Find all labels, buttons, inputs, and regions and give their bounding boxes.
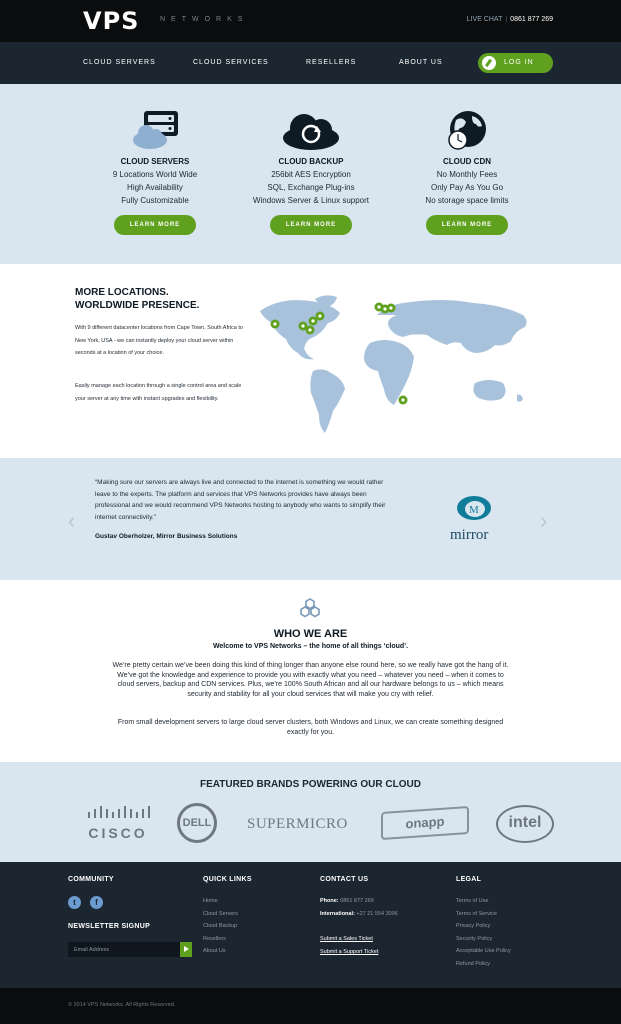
- cisco-bars-icon: [85, 806, 151, 820]
- service-feature: High Availability: [127, 183, 183, 192]
- service-feature: 256bit AES Encryption: [271, 170, 351, 179]
- locations-title-line2: WORLDWIDE PRESENCE.: [75, 300, 200, 311]
- sales-ticket-link[interactable]: Submit a Sales Ticket: [320, 936, 373, 942]
- footer-link-about-us[interactable]: About Us: [203, 948, 226, 954]
- footer-international: [320, 911, 398, 917]
- locations-paragraph: With 9 different datacenter locations from Cape Town, South Africa to New York, USA - we can instantly deploy your cloud server within seconds at a location of your choice.: [75, 325, 243, 356]
- locations-section: [0, 264, 621, 458]
- mirror-logo-mark-icon: [452, 495, 512, 523]
- footer-link-terms-of-service[interactable]: Terms of Service: [456, 910, 497, 917]
- facebook-icon[interactable]: f: [90, 896, 103, 909]
- newsletter-email-input[interactable]: [68, 942, 180, 957]
- footer-legal-title: LEGAL: [456, 876, 482, 883]
- footer-phone-value[interactable]: 0861 877 269: [340, 898, 374, 904]
- who-paragraph: We’re pretty certain we’ve been doing this kind of thing longer than anyone else round here, so we really have got the hang of it. We’ve got the knowledge and experience to provide you with exactly what you need – whatever you need – when it comes to cloud servers, backup and CDN services. Plus, we’re 100% South African and all our hardware belongs to us – which means security and stability for all your cloud services that will make you cry with relief.: [112, 662, 509, 698]
- cisco-text: CISCO: [88, 825, 148, 841]
- footer-intl-label: International:: [320, 910, 355, 917]
- logo-sub: NETWORKS: [160, 16, 249, 23]
- testimonial-author: Gustav Oberholzer, Mirror Business Solutions: [95, 533, 238, 540]
- footer-intl-value[interactable]: +27 21 554 3096: [356, 910, 398, 917]
- top-bar: [0, 0, 621, 42]
- footer-newsletter-title: NEWSLETTER SIGNUP: [68, 923, 151, 930]
- newsletter-submit-button[interactable]: [180, 942, 192, 957]
- who-title: WHO WE ARE: [273, 628, 348, 640]
- footer-link-acceptable-use-policy[interactable]: Acceptable Use Policy: [456, 948, 511, 954]
- cloud-refresh-icon: [226, 110, 396, 150]
- nav-cloud-servers[interactable]: CLOUD SERVERS: [83, 59, 156, 66]
- footer-link-security-policy[interactable]: Security Policy: [456, 935, 493, 942]
- locations-paragraph: Easily manage each location through a single control area and scale your server at any time with instant upgrades and flexibility.: [75, 383, 242, 402]
- who-subtitle: Welcome to VPS Networks – the home of all things ‘cloud’.: [212, 643, 409, 650]
- footer-phone-label: Phone:: [320, 898, 339, 904]
- learn-more-button[interactable]: LEARN MORE: [270, 215, 352, 235]
- carousel-prev-arrow-icon[interactable]: ‹: [68, 508, 76, 533]
- footer-link-privacy-policy[interactable]: Privacy Policy: [456, 923, 491, 929]
- dell-logo: DELL: [177, 803, 217, 843]
- support-ticket-link[interactable]: Submit a Support Ticket: [320, 949, 379, 955]
- login-label: LOG IN: [504, 59, 534, 66]
- service-feature: 9 Locations World Wide: [112, 170, 198, 179]
- footer-link-terms-of-use[interactable]: Terms of Use: [456, 898, 489, 904]
- cisco-logo: [85, 806, 151, 841]
- footer-link-home[interactable]: Home: [203, 898, 218, 904]
- learn-more-button[interactable]: LEARN MORE: [426, 215, 508, 235]
- services-section: [0, 84, 621, 264]
- service-feature: Windows Server & Linux support: [252, 196, 370, 205]
- header-separator: |: [505, 16, 508, 23]
- service-feature: Only Pay As You Go: [430, 183, 504, 192]
- service-title: CLOUD BACKUP: [278, 157, 344, 166]
- footer-link-refund-policy[interactable]: Refund Policy: [456, 960, 490, 967]
- twitter-icon[interactable]: t: [68, 896, 81, 909]
- who-we-are-section: [0, 580, 621, 762]
- header-phone[interactable]: 0861 877 269: [510, 16, 553, 23]
- testimonial-quote: “Making sure our servers are always live and connected to the internet is something we would rather leave to the experts. The platform and services that VPS Networks provides have always been professional and we would recommend VPS Networks hosting to anybody who wants to simplify their internet connectivity.”: [95, 479, 386, 521]
- footer-link-cloud-servers[interactable]: Cloud Servers: [203, 910, 238, 917]
- footer: [0, 862, 621, 988]
- globe-clock-icon: [382, 110, 552, 150]
- nav-resellers[interactable]: RESELLERS: [306, 59, 357, 66]
- onapp-logo: onapp: [381, 806, 469, 840]
- copyright: © 2014 VPS Networks. All Rights Reserved.: [68, 1002, 176, 1008]
- locations-title: [75, 286, 199, 312]
- linked-cubes-icon: [300, 597, 320, 619]
- supermicro-logo: SUPERMICRO: [247, 816, 348, 832]
- world-map: [255, 291, 555, 436]
- service-feature: Fully Customizable: [121, 196, 189, 205]
- service-title: CLOUD CDN: [443, 157, 491, 166]
- logo-main[interactable]: VPS: [83, 7, 140, 35]
- who-paragraph: From small development servers to large cloud server clusters, both Windows and Linux, we can create something designed exactly for you.: [117, 719, 504, 736]
- brands-section: [0, 762, 621, 862]
- brands-title: FEATURED BRANDS POWERING OUR CLOUD: [200, 779, 421, 790]
- server-cloud-icon: [70, 110, 240, 150]
- pencil-icon: [482, 56, 496, 70]
- mirror-logo-text: mirror: [450, 527, 489, 543]
- carousel-next-arrow-icon[interactable]: ›: [540, 508, 548, 533]
- intel-logo: intel: [496, 805, 554, 843]
- nav-cloud-services[interactable]: CLOUD SERVICES: [193, 59, 269, 66]
- bottom-bar: [0, 988, 621, 1024]
- service-feature: No storage space limits: [425, 196, 509, 205]
- service-feature: No Monthly Fees: [436, 170, 498, 179]
- service-feature: SQL, Exchange Plug-ins: [267, 183, 355, 192]
- login-button[interactable]: [478, 53, 553, 73]
- testimonial-section: [0, 458, 621, 580]
- footer-phone: [320, 898, 374, 904]
- footer-quick-links-title: QUICK LINKS: [203, 876, 252, 883]
- service-title: CLOUD SERVERS: [120, 157, 190, 166]
- footer-contact-title: CONTACT US: [320, 876, 369, 883]
- footer-link-resellers[interactable]: Resellers: [203, 935, 226, 942]
- learn-more-button[interactable]: LEARN MORE: [114, 215, 196, 235]
- header-contact: [467, 16, 553, 23]
- footer-community-title: COMMUNITY: [68, 876, 114, 883]
- footer-link-cloud-backup[interactable]: Cloud Backup: [203, 923, 238, 929]
- svg-text:M: M: [469, 504, 479, 516]
- nav-about-us[interactable]: ABOUT US: [399, 59, 443, 66]
- live-chat-link[interactable]: LIVE CHAT: [466, 16, 503, 23]
- locations-title-line1: MORE LOCATIONS.: [75, 287, 169, 298]
- mirror-logo: [450, 495, 512, 543]
